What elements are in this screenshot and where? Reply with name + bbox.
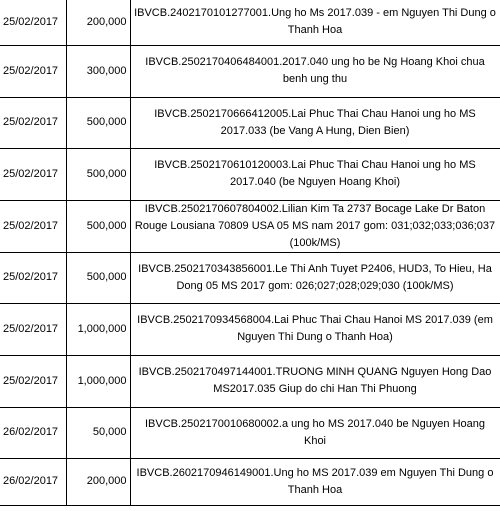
date-cell: 25/02/2017 xyxy=(0,148,66,200)
date-cell: 25/02/2017 xyxy=(0,252,66,303)
table-row xyxy=(0,148,500,200)
table-row xyxy=(0,97,500,148)
date-cell: 25/02/2017 xyxy=(0,0,66,45)
amount-cell: 300,000 xyxy=(66,45,130,97)
description-cell: IBVCB.2502170343856001.Le Thi Anh Tuyet P2406, HUD3, To Hieu, Ha Dong 05 MS 2017 gom: 026;027;028;029;030 (100k/MS) xyxy=(130,252,500,303)
amount-cell: 500,000 xyxy=(66,97,130,148)
table-row xyxy=(0,303,500,355)
table-row xyxy=(0,407,500,458)
description-cell: IBVCB.2502170010680002.a ung ho MS 2017.040 be Nguyen Hoang Khoi xyxy=(130,407,500,458)
amount-cell: 500,000 xyxy=(66,252,130,303)
table-row xyxy=(0,45,500,97)
amount-cell: 1,000,000 xyxy=(66,355,130,407)
table-row xyxy=(0,458,500,505)
description-cell: IBVCB.2402170101277001.Ung ho Ms 2017.039 - em Nguyen Thi Dung o Thanh Hoa xyxy=(130,0,500,45)
description-cell: IBVCB.2502170497144001.TRUONG MINH QUANG Nguyen Hong Dao MS2017.035 Giup do chi Han Thi Phuong xyxy=(130,355,500,407)
description-cell: IBVCB.2502170610120003.Lai Phuc Thai Chau Hanoi ung ho MS 2017.040 (be Nguyen Hoang Khoi) xyxy=(130,148,500,200)
date-cell: 25/02/2017 xyxy=(0,45,66,97)
description-cell: IBVCB.2502170934568004.Lai Phuc Thai Chau Hanoi MS 2017.039 (em Nguyen Thi Dung o Thanh Hoa) xyxy=(130,303,500,355)
amount-cell: 50,000 xyxy=(66,407,130,458)
date-cell: 25/02/2017 xyxy=(0,97,66,148)
date-cell: 26/02/2017 xyxy=(0,458,66,505)
description-cell: IBVCB.2502170607804002.Lilian Kim Ta 2737 Bocage Lake Dr Baton Rouge Lousiana 70809 USA 05 MS nam 2017 gom: 031;032;033;036;037 (100k/MS) xyxy=(130,200,500,252)
description-cell: IBVCB.2502170406484001.2017.040 ung ho be Ng Hoang Khoi chua benh ung thu xyxy=(130,45,500,97)
table-row xyxy=(0,0,500,45)
date-cell: 25/02/2017 xyxy=(0,355,66,407)
description-cell: IBVCB.2602170946149001.Ung ho MS 2017.039 em Nguyen Thi Dung o Thanh Hoa xyxy=(130,458,500,505)
amount-cell: 1,000,000 xyxy=(66,303,130,355)
date-cell: 25/02/2017 xyxy=(0,200,66,252)
date-cell: 25/02/2017 xyxy=(0,303,66,355)
date-cell: 26/02/2017 xyxy=(0,407,66,458)
table-row xyxy=(0,355,500,407)
description-cell: IBVCB.2502170666412005.Lai Phuc Thai Chau Hanoi ung ho MS 2017.033 (be Vang A Hung, Dien Bien) xyxy=(130,97,500,148)
table-row xyxy=(0,200,500,252)
amount-cell: 500,000 xyxy=(66,148,130,200)
amount-cell: 500,000 xyxy=(66,200,130,252)
amount-cell: 200,000 xyxy=(66,458,130,505)
table-row xyxy=(0,252,500,303)
amount-cell: 200,000 xyxy=(66,0,130,45)
